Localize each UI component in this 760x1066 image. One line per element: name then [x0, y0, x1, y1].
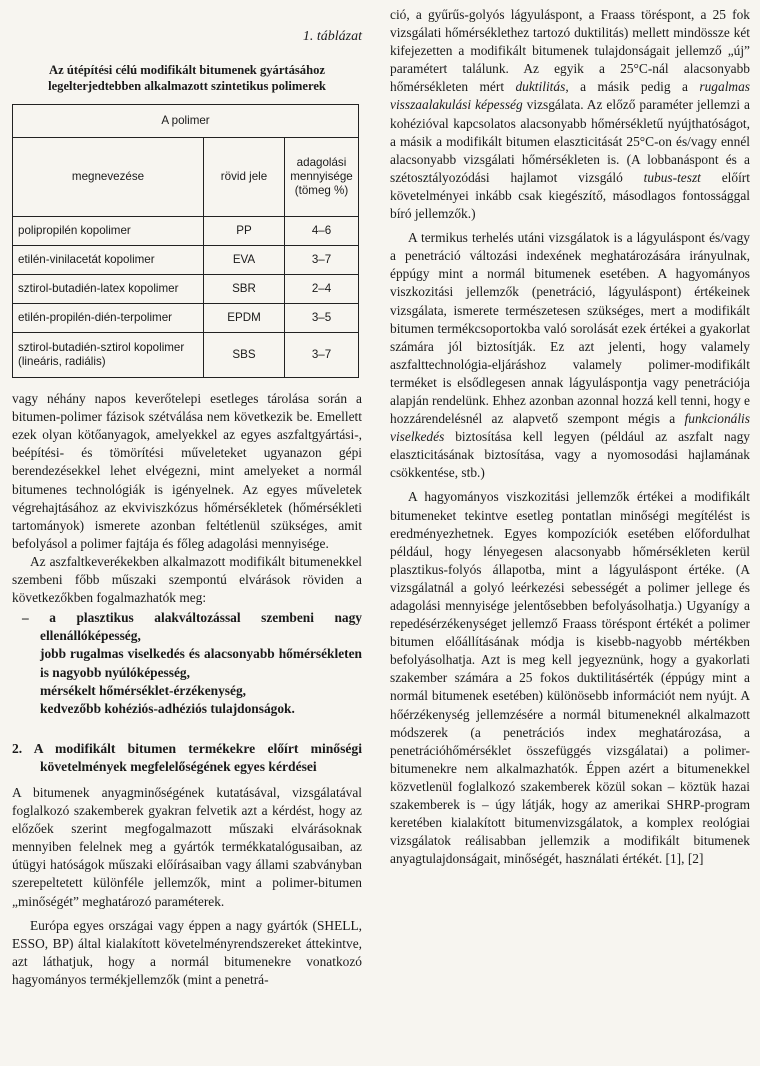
cell-amount: 3–7 [285, 246, 359, 275]
header-name: megnevezése [13, 138, 204, 217]
cell-abbr: EPDM [204, 304, 285, 333]
table-row [13, 333, 359, 378]
cell-name: sztirol-butadién-sztirol kopolimer (lineáris, radiális) [13, 333, 204, 378]
cell-name: etilén-vinilacetát kopolimer [13, 246, 204, 275]
table-group-header-row [13, 105, 359, 138]
cell-amount: 4–6 [285, 217, 359, 246]
cell-name: etilén-propilén-dién-terpolimer [13, 304, 204, 333]
table-header-row [13, 138, 359, 217]
cell-amount: 2–4 [285, 275, 359, 304]
table-group-header: A polimer [13, 105, 359, 138]
emphasis: tubus-teszt [643, 169, 701, 185]
text-run: ció, a gyűrűs-golyós lágyuláspont, a Fraass töréspont, a 25 fok vizsgálati hőmérséklethez tartozó duktilitás) mellett mindössze két kifejezetten a modifikált bitumenek tulajdonságait jellemző „új” paramétert találunk. Az egyik a 25°C-nál alacsonyabb hőmérsékleten mért [390, 7, 750, 95]
header-abbr: rövid jele [204, 138, 285, 217]
cell-name: sztirol-butadién-latex kopolimer [13, 275, 204, 304]
emphasis: duktilitás [515, 79, 566, 95]
cell-amount: 3–7 [285, 333, 359, 378]
cell-abbr: EVA [204, 246, 285, 275]
table-number: 1. táblázat [302, 29, 362, 44]
right-column [390, 6, 750, 868]
polymer-table [12, 104, 359, 378]
table-row [13, 246, 359, 275]
cell-abbr: SBS [204, 333, 285, 378]
text-run: A termikus terhelés utáni vizsgálatok is a lágyuláspont és/vagy a penetráció változási indexének meghatározására irányulnak, éppúgy mint a normál bitumenek esetében. A hagyományos viszkozitási jellemzők (penetráció, lágyuláspont) értékeinek vizsgálata, ismerete természetesen szükséges, mert a modifikált bitumen termékcsoportokba való sorolását ezek értékei a gyakorlat számára jól biztosítják. Ez azt jelenti, hogy valamely aszfalttechnológia-eljáráshoz valamely polimer-modifikált terméket is elsődlegesen annak lágyuláspontja vagy penetrációja alapján rendelünk. Ehhez azonban azonnal hozzá kell tenni, hogy e hozzárendelésnél az alapvető szempont mégis a [390, 230, 750, 427]
emphasis: rugalmas visszaalakulási képesség [390, 79, 750, 113]
table-row [13, 217, 359, 246]
cell-abbr: PP [204, 217, 285, 246]
text-run: vizsgálata. Az előző paraméter jellemzi a kohézióval kapcsolatos alacsonyabb hőmérsékletű nyújthatóságot, a másik a modifikált bitumen elaszticitását 25°C-on és/vagy ennél alacsonyabb vizsgálati hőmérsékleten is. (A lobbanáspont és a szétosztályozódási hajlamot vizsgáló [390, 97, 750, 185]
table-caption: Az útépítési célú modifikált bitumenek gyártásához legelterjedtebben alkalmazott szintetikus polimerek [48, 63, 326, 94]
table-row [13, 275, 359, 304]
right-paragraph-2 [390, 229, 750, 482]
left-paragraph-4: Európa egyes országai vagy éppen a nagy gyártók (SHELL, ESSO, BP) által kialakított követelményrendszereket áttekintve, azt láthatjuk, hogy a normál bitumenekre vonatkozó hagyományos termékjellemzők (mint a penetrá- [12, 917, 362, 987]
left-paragraph-3: A bitumenek anyagminőségének kutatásával, vizsgálatával foglalkozó szakemberek gyakran felvetik azt a kérdést, hogy az előzőek szerint megfogalmazott műszaki elvárásoknak mennyiben felelnek meg a gyártók termékkatalógusaiban, az útügyi hatóságok műszaki előírásaiban vagy állami szabványban szerepeltetett különféle jellemzők, mint a polimer-bitumen „minőségét” meghatározó paraméterek. [12, 784, 362, 909]
left-paragraph-2: Az aszfaltkeverékekben alkalmazott modifikált bitumenekkel szembeni főbb műszaki szempontú elvárások röviden a következőkben fogalmazhatók meg: [12, 553, 362, 606]
list-item: mérsékelt hőmérséklet-érzékenység, [40, 682, 246, 698]
left-column [12, 0, 362, 989]
right-paragraph-1 [390, 6, 750, 223]
cell-name: polipropilén kopolimer [13, 217, 204, 246]
list-item: jobb rugalmas viselkedés és alacsonyabb hőmérsékleten is nagyobb nyúlóképesség, [40, 646, 362, 680]
cell-amount: 3–5 [285, 304, 359, 333]
text-run: , a másik pedig a [565, 79, 700, 95]
requirements-list [12, 609, 362, 718]
list-item: – a plasztikus alakváltozással szembeni nagy ellenállóképesség, [22, 610, 362, 644]
header-amount: adagolási mennyisége (tömeg %) [285, 138, 359, 217]
emphasis: funkcionális viselkedés [390, 411, 750, 445]
text-run: előírt követelményei inkább csak kiegészítő, másodlagos fontossággal bíró jellemzők.) [390, 169, 750, 222]
left-paragraph-1: vagy néhány napos keverőtelepi esetleges tárolása során a bitumen-polimer fázisok szétválása nem következik be. Emellett ezek olyan kötőanyagok, amelyekkel az egyes aszfaltgyártási-, beépítési- és tömörítési műveleteket ugyanazon gépi berendezésekkel lehet elvégezni, mint amelyeket a normál bitumenes technológiák is igényelnek. Az egyes műveletek végrehajtásához az ekviviszkózus hőmérsékletek (hőmérsékleti tartományok) ismerete azonban feltétlenül szükséges, amit befolyásol a polimer fajtája és főleg adagolási mennyisége. [12, 391, 362, 551]
table-row [13, 304, 359, 333]
cell-abbr: SBR [204, 275, 285, 304]
text-run: biztosítása kell legyen (például az aszfalt nagy elaszticitásának biztosítása, vagy a nyomosodási hajlamának csökkentése, stb.) [390, 429, 750, 481]
right-paragraph-3: A hagyományos viszkozitási jellemzők értékei a modifikált bitumeneket tekintve esetleg pontatlan minőségi megítélést is eredményezhetnek. Egyes kompozíciók esetében előfordulhat például, hogy lényegesen alacsonyabb hőmérsékleten kerül plasztikus-folyós állapotba, mint a lágyuláspont értéke. (A vizsgálatnál a golyó leérkezési sebességét a polimer jellege és adagolási mennyisége jelentősebben befolyásolhatja.) Ugyanígy a repedésérzékenységet jellemző Fraass töréspont értékét a polimer bitumen előállításának módja is kisebb-nagyobb mértékben befolyásolhatja. Azt is meg kell jegyeznünk, hogy a gyakorlati szakember számára a 25 fokos duktilitásérték (éppúgy mint a normál bitumenek esetében) különösebb információt nem nyújt. A hőérzékenység jellemzésére a normál bitumeneknél alkalmazott módszerek (a penetrációs index meghatározása, a penetrációhőmérséklet összefüggés vizsgálatai) a polimer-bitumenekre nem alkalmazhatók. Éppen azért a bitumenekkel közvetlenül foglalkozó szakemberek közül sokan – köztük hazai szakemberek is – úgy látják, hogy az amerikai SHRP-program keretében kialakított bitumenvizsgálatok, a komplex reológiai vizsgálatok reálisabban jellemzik a modifikált bitumenek anyagtulajdonságait, minőségét, használati értékét. [1], [2] [390, 489, 750, 867]
section-heading: 2. A modifikált bitumen termékekre előírt minőségi követelmények megfelelőségének egyes kérdései [12, 740, 362, 774]
list-item: kedvezőbb kohéziós-adhéziós tulajdonságok. [40, 700, 295, 716]
